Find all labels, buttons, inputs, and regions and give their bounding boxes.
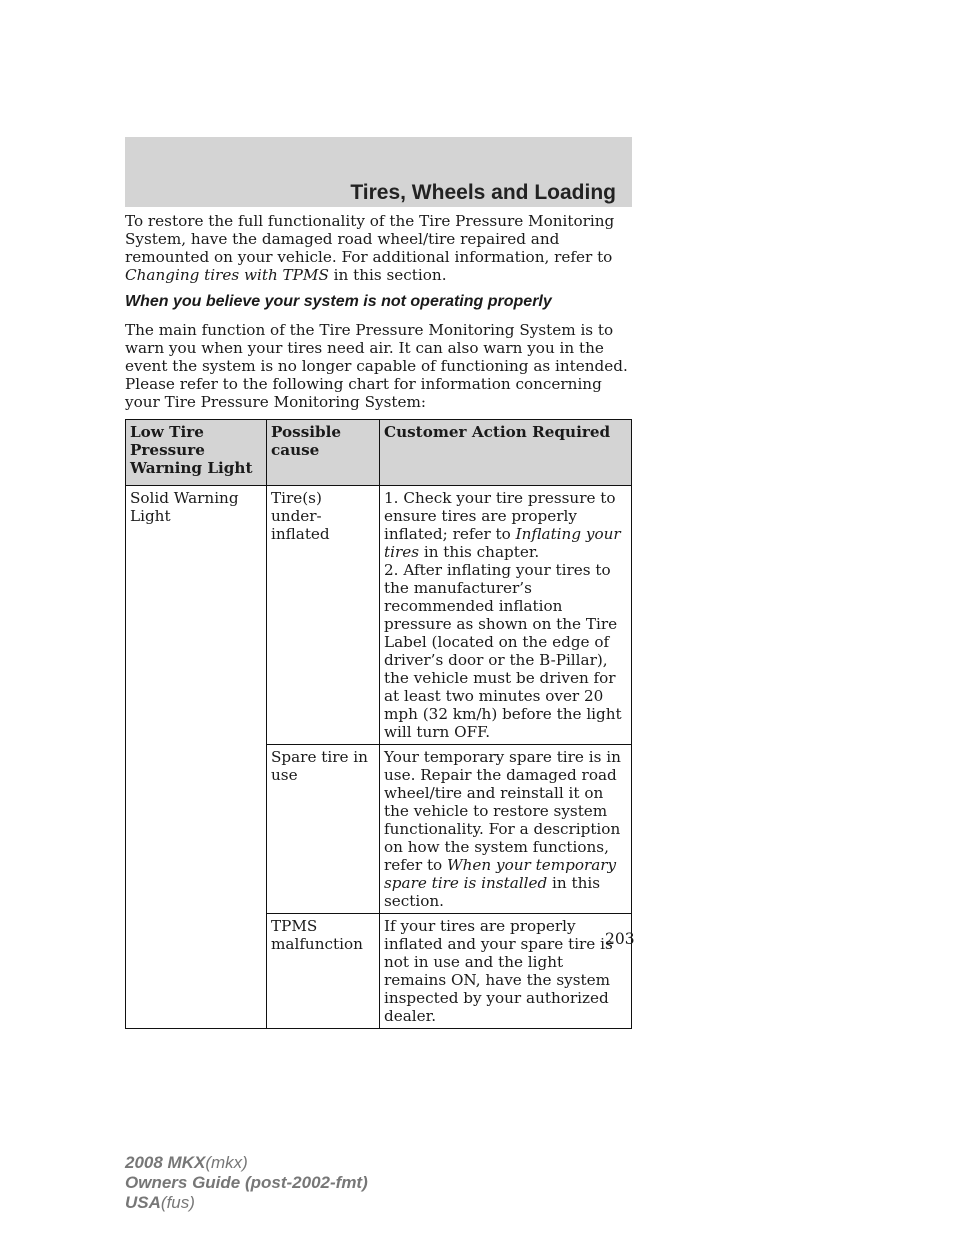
footer-line-1 xyxy=(125,1153,368,1173)
footer-guide: Owners Guide (post-2002-fmt) xyxy=(125,1173,368,1192)
header-warning-light: Low Tire Pressure Warning Light xyxy=(126,420,267,486)
action-text: 1. Check your tire pressure to ensure tires are properly inflated; refer to xyxy=(384,489,616,543)
action-step-2: 2. After inflating your tires to the manufacturer’s recommended inflation pressure as shown on the Tire Label (located on the edge of driver’s door or the B-Pillar), the vehicle must be driven for at least two minutes over 20 mph (32 km/h) before the light will turn OFF. xyxy=(384,561,622,741)
header-action-required: Customer Action Required xyxy=(380,420,632,486)
cross-reference-changing-tires: Changing tires with TPMS xyxy=(125,266,329,284)
section-heading: When you believe your system is not operating properly xyxy=(125,293,552,310)
cause-cell: Spare tire in use xyxy=(267,745,380,914)
section-body: The main function of the Tire Pressure Monitoring System is to warn you when your tires need air. It can also warn you in the event the system is no longer capable of functioning as intended. Please refer to the following chart for information concerning your Tire Pressure Monitoring System: xyxy=(125,321,628,411)
header-band xyxy=(125,137,632,207)
footer-line-3 xyxy=(125,1193,368,1213)
chapter-title: Tires, Wheels and Loading xyxy=(350,181,616,204)
cause-cell: Tire(s) under-inflated xyxy=(267,486,380,745)
intro-suffix: in this section. xyxy=(328,266,447,284)
intro-text: To restore the full functionality of the Tire Pressure Monitoring System, have the damaged road wheel/tire repaired and remounted on your vehicle. For additional information, refer to xyxy=(125,212,615,266)
tpms-chart xyxy=(125,419,632,1029)
action-text-suffix: in this chapter. xyxy=(419,543,540,561)
cross-reference-spare-tire: When your temporary spare tire is installed xyxy=(384,856,617,892)
document-footer xyxy=(125,1153,368,1213)
intro-paragraph xyxy=(125,212,632,284)
cross-reference-inflating: Inflating your tires xyxy=(384,525,621,561)
footer-model: 2008 MKX xyxy=(125,1153,206,1172)
footer-line-2 xyxy=(125,1173,368,1193)
footer-market-code: (fus) xyxy=(160,1193,195,1212)
action-text-suffix: in this section. xyxy=(384,874,601,910)
action-text: Your temporary spare tire is in use. Repair the damaged road wheel/tire and reinstall it on the vehicle to restore system functionality. For a description on how the system functions, refer to xyxy=(384,748,621,874)
page-number: 203 xyxy=(605,930,635,948)
header-possible-cause: Possible cause xyxy=(267,420,380,486)
action-cell: If your tires are properly inflated and your spare tire is not in use and the light remains ON, have the system inspected by your authorized dealer. xyxy=(380,914,632,1029)
action-cell xyxy=(380,745,632,914)
footer-market: USA xyxy=(125,1193,161,1212)
footer-model-code: (mkx) xyxy=(205,1153,248,1172)
table-row xyxy=(126,486,632,745)
table-header-row xyxy=(126,420,632,486)
cause-cell: TPMS malfunction xyxy=(267,914,380,1029)
page-content xyxy=(125,212,632,1029)
warning-light-cell: Solid Warning Light xyxy=(126,486,267,1029)
action-cell xyxy=(380,486,632,745)
